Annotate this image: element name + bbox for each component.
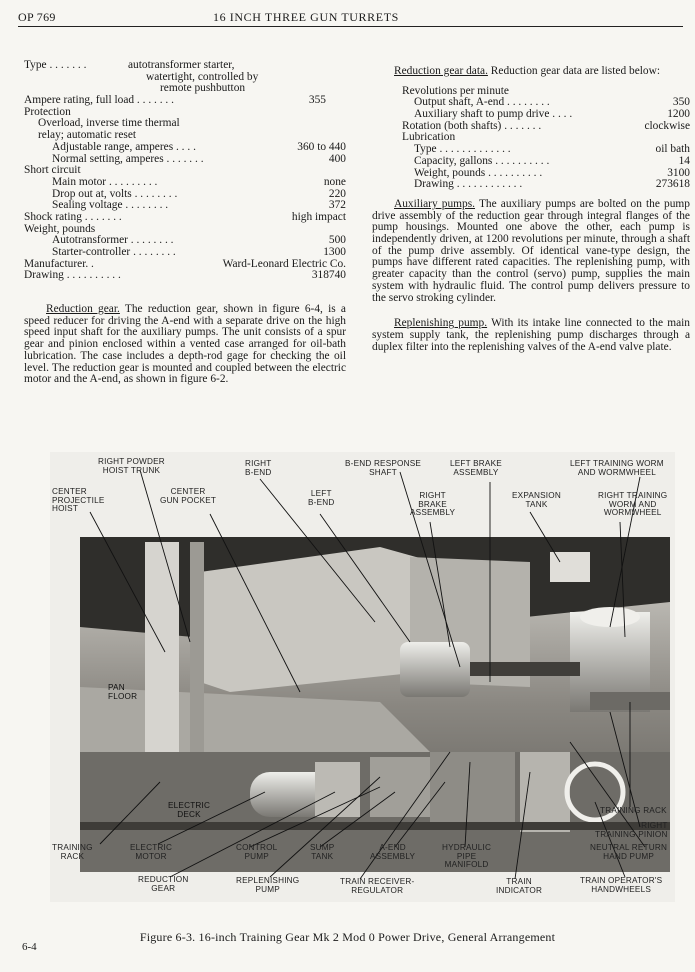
label-electric-motor: ELECTRIC MOTOR (130, 843, 173, 861)
page-header (18, 8, 683, 27)
figure-6-3 (50, 452, 675, 902)
spec-auxiliary-shaft: Auxiliary shaft to pump drive . . . . 1200 (414, 108, 690, 121)
auxiliary-pumps-body: The auxiliary pumps are bolted on the pump drive assembly of the reduction gear through integral flanges of the pump housings. Mounted one above the other, each pump is independently driven, at 1200 revolutions per minute, through a shaft of the pump drive assembly. Of identical vane-type design, the pumps have different rated capacities. The replenishing pump, with greater capacity than the control (servo) pump, supplies the main system with hydraulic fluid. The control pump delivers pressure to the servo stroking cylinder. (372, 197, 690, 304)
running-title: 16 INCH THREE GUN TURRETS (213, 10, 399, 24)
brake-assembly-shape (400, 642, 470, 697)
spec-lub-type: Type . . . . . . . . . . . . . oil bath (414, 143, 690, 156)
doc-number: OP 769 (18, 10, 56, 24)
label-left-training-worm: LEFT TRAINING WORM AND WORMWHEEL (570, 459, 664, 477)
type-value-line2: watertight, controlled by (146, 70, 259, 83)
label-train-receiver-regulator: TRAIN RECEIVER- REGULATOR (340, 877, 415, 895)
label-b-end-response-shaft: B-END RESPONSE SHAFT (345, 459, 422, 477)
spec-autotransformer: Autotransformer . . . . . . . . 500 (52, 234, 346, 247)
left-column (24, 60, 346, 386)
label-training-rack-left: TRAINING RACK (52, 843, 93, 861)
auxiliary-pumps-heading: Auxiliary pumps. (394, 197, 476, 210)
reduction-gear-heading: Reduction gear. (46, 303, 120, 316)
spec-capacity: Capacity, gallons . . . . . . . . . . 14 (414, 154, 690, 167)
weight-heading: Weight, pounds (24, 222, 96, 235)
page-number: 6-4 (22, 941, 37, 953)
label-electric-deck: ELECTRIC DECK (168, 801, 211, 819)
spec-starter-controller: Starter-controller . . . . . . . . 1300 (52, 246, 346, 258)
reduction-gear-data-intro: Reduction gear data are listed below: (490, 65, 661, 77)
training-gear-photo (50, 452, 675, 902)
label-sump-tank: SUMP TANK (310, 843, 335, 861)
label-training-rack-right: TRAINING RACK (600, 806, 667, 815)
reduction-gear-body: The reduction gear, shown in figure 6-4, is a speed reducer for driving the A-end with a separate drive on the high speed input shaft for the auxiliary pumps. The unit consists of a spur gear and pinion enclosed within a vented case arranged for oil-bath lubrication. The case includes a depth-rod gage for checking the oil level. The reduction gear is mounted and coupled between the electric motor and the A-end, as shown in figure 6-2. (24, 303, 346, 386)
label-replenishing-pump: REPLENISHING PUMP (236, 876, 300, 894)
spec-shock-rating: Shock rating . . . . . . . high impact (24, 210, 346, 223)
spec-main-motor: Main motor . . . . . . . . . none (52, 175, 346, 188)
label-hydraulic-pipe-manifold: HYDRAULIC PIPE MANIFOLD (442, 843, 492, 870)
reduction-gear-paragraph (24, 304, 346, 386)
spec-manufacturer: Manufacturer. . Ward-Leonard Electric Co. (24, 257, 346, 270)
auxiliary-pumps-paragraph (372, 199, 690, 304)
replenishing-pump-paragraph (372, 318, 690, 353)
projectile-hoist-column (145, 542, 179, 782)
spec-normal-setting: Normal setting, amperes . . . . . . . 400 (52, 152, 346, 165)
label-right-training-worm: RIGHT TRAINING WORM AND WORMWHEEL (598, 491, 668, 518)
lubrication-heading: Lubrication (402, 131, 456, 144)
type-value-line3: remote pushbutton (160, 82, 246, 95)
wormwheel-top (580, 607, 640, 627)
label-center-gun-pocket: CENTER GUN POCKET (160, 487, 217, 505)
hoist-trunk-column (190, 542, 204, 782)
replenishing-pump-body: With its intake line connected to the main system supply tank, the replenishing pump discharges through a duplex filter into the replenishing valves of the A-end valve plate. (372, 317, 690, 353)
spec-type: Type . . . . . . . autotransformer starter, (24, 59, 235, 71)
label-reduction-gear: REDUCTION GEAR (138, 875, 189, 893)
label-pan-floor: PAN FLOOR (108, 683, 138, 701)
overload-line1: Overload, inverse time thermal (38, 117, 180, 130)
right-column (372, 66, 690, 353)
replenishing-pump-heading: Replenishing pump. (394, 317, 488, 330)
spec-rotation: Rotation (both shafts) . . . . . . . clockwise (402, 119, 690, 132)
figure-caption: Figure 6-3. 16-inch Training Gear Mk 2 Mod 0 Power Drive, General Arrangement (139, 930, 556, 944)
label-right-b-end: RIGHT B-END (245, 459, 272, 477)
spec-weight: Weight, pounds . . . . . . . . . . 3100 (414, 166, 690, 179)
spec-sealing-voltage: Sealing voltage . . . . . . . . 372 (52, 199, 346, 212)
spec-drawing-rg: Drawing . . . . . . . . . . . . 273618 (414, 178, 690, 191)
deck-beam (80, 822, 670, 830)
label-right-training-pinion: RIGHT TRAINING PINION (595, 821, 668, 839)
spec-output-shaft: Output shaft, A-end . . . . . . . . 350 (414, 96, 690, 109)
label-left-brake-assembly: LEFT BRAKE ASSEMBLY (450, 459, 502, 477)
label-expansion-tank: EXPANSION TANK (512, 491, 561, 509)
overload-line2: relay; automatic reset (38, 129, 137, 142)
label-right-brake-assembly: RIGHT BRAKE ASSEMBLY (410, 491, 456, 518)
rpm-heading: Revolutions per minute (402, 84, 509, 97)
type-value-line1: autotransformer starter, (128, 59, 235, 71)
label-control-pump: CONTROL PUMP (236, 843, 278, 861)
label-right-powder-hoist-trunk: RIGHT POWDER HOIST TRUNK (98, 457, 165, 475)
spec-drawing: Drawing . . . . . . . . . . 318740 (24, 269, 346, 282)
spec-ampere-rating: Ampere rating, full load . . . . . . . 355 (24, 94, 326, 107)
reduction-gear-data-paragraph (372, 66, 690, 78)
label-train-indicator: TRAIN INDICATOR (496, 877, 543, 895)
label-neutral-return-hand-pump: NEUTRAL RETURN HAND PUMP (590, 843, 668, 861)
reduction-gear-data-heading: Reduction gear data. (394, 65, 488, 77)
protection-heading: Protection (24, 105, 71, 118)
short-circuit-heading: Short circuit (24, 164, 81, 177)
spec-drop-out: Drop out at, volts . . . . . . . . 220 (52, 187, 346, 200)
expansion-tank-shape (550, 552, 590, 582)
label-left-b-end: LEFT B-END (308, 489, 335, 507)
drive-shaft (470, 662, 580, 676)
label-train-operators-handwheels: TRAIN OPERATOR'S HANDWHEELS (580, 876, 663, 894)
reduction-gear-shape (315, 762, 360, 817)
spec-adjustable-range: Adjustable range, amperes . . . . 360 to 440 (52, 140, 346, 153)
label-center-projectile-hoist: CENTER PROJECTILE HOIST (52, 487, 105, 514)
label-a-end-assembly: A-END ASSEMBLY (370, 843, 416, 861)
